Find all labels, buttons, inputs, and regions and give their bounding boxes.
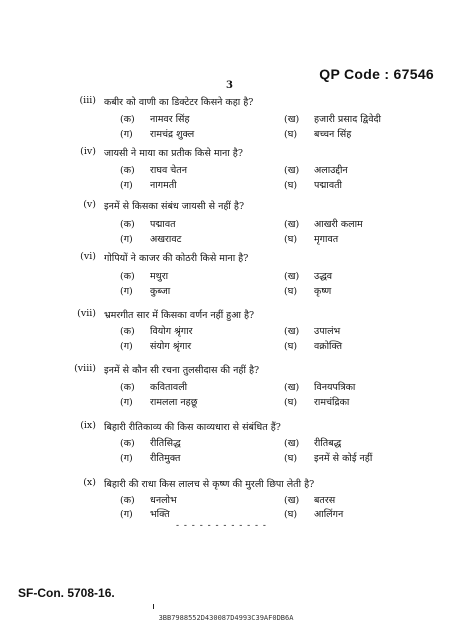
option-gha: (घ) बच्चन सिंह — [284, 129, 352, 140]
option-gha: (घ) इनमें से कोई नहीं — [284, 453, 373, 464]
option-kha: (ख) आखरी कलाम — [284, 219, 363, 230]
question-number: (ix) — [80, 420, 96, 431]
option-ka: (क) वियोग श्रृंगार — [120, 326, 193, 337]
option-ga: (ग) संयोग श्रृंगार — [120, 341, 192, 352]
option-ka: (क) धनलोभ — [120, 495, 177, 506]
page-number: 3 — [226, 80, 233, 91]
tick-mark — [153, 604, 154, 609]
option-ka: (क) मथुरा — [120, 271, 169, 282]
option-ga: (ग) रीतिमुक्त — [120, 453, 181, 464]
option-ka: (क) कवितावली — [120, 382, 188, 393]
option-gha: (घ) पद्मावती — [284, 180, 342, 191]
option-ga: (ग) नागमती — [120, 180, 177, 191]
option-kha: (ख) विनयपत्रिका — [284, 382, 356, 393]
question-number: (iv) — [80, 146, 96, 157]
option-kha: (ख) हजारी प्रसाद द्विवेदी — [284, 114, 381, 125]
option-kha: (ख) उपालंभ — [284, 326, 341, 337]
question-number: (viii) — [74, 363, 96, 374]
qp-code: QP Code : 67546 — [319, 66, 434, 82]
question-text: इनमें से कौन सी रचना तुलसीदास की नहीं है? — [104, 365, 260, 376]
question-number: (x) — [83, 477, 96, 488]
document-hash: 3BB7988552D430087D4993C39AF0DB6A — [158, 614, 294, 622]
question-text: भ्रमरगीत सार में किसका वर्णन नहीं हुआ है? — [104, 310, 255, 321]
question-text: बिहारी की राधा किस लालच से कृष्ण की मुरली छिपा लेती है? — [104, 479, 315, 490]
question-text: कबीर को वाणी का डिक्टेटर किसने कहा है? — [104, 97, 254, 108]
option-ga: (ग) कुब्जा — [120, 286, 171, 297]
option-gha: (घ) आलिंगन — [284, 509, 344, 520]
question-text: बिहारी रीतिकाव्य की किस काव्यधारा से संबंधित हैं? — [104, 422, 281, 433]
question-number: (iii) — [79, 95, 96, 106]
option-kha: (ख) अलाउद्दीन — [284, 165, 348, 176]
end-separator: - - - - - - - - - - - - — [176, 521, 267, 531]
option-kha: (ख) बतरस — [284, 495, 336, 506]
option-ka: (क) पद्मावत — [120, 219, 176, 230]
option-kha: (ख) रीतिबद्ध — [284, 438, 342, 449]
question-text: जायसी ने माया का प्रतीक किसे माना है? — [104, 148, 243, 159]
option-kha: (ख) उद्धव — [284, 271, 333, 282]
option-gha: (घ) मृगावत — [284, 234, 339, 245]
option-gha: (घ) कृष्ण — [284, 286, 332, 297]
option-ga: (ग) अखरावट — [120, 234, 182, 245]
question-number: (vi) — [80, 251, 96, 262]
question-number: (vii) — [77, 308, 96, 319]
option-ka: (क) रीतिसिद्ध — [120, 438, 181, 449]
question-text: इनमें से किसका संबंध जायसी से नहीं है? — [104, 201, 245, 212]
option-ga: (ग) रामचंद्र शुक्ल — [120, 129, 195, 140]
question-text: गोपियों ने काजर की कोठरी किसे माना है? — [104, 253, 249, 264]
option-ga: (ग) भक्ति — [120, 509, 170, 520]
option-gha: (घ) वक्रोक्ति — [284, 341, 343, 352]
option-ka: (क) राघव चेतन — [120, 165, 187, 176]
option-ka: (क) नामवर सिंह — [120, 114, 190, 125]
option-ga: (ग) रामलला नहछू — [120, 397, 198, 408]
question-number: (v) — [83, 199, 96, 210]
option-gha: (घ) रामचंद्रिका — [284, 397, 350, 408]
sf-con-code: SF-Con. 5708-16. — [18, 586, 115, 600]
